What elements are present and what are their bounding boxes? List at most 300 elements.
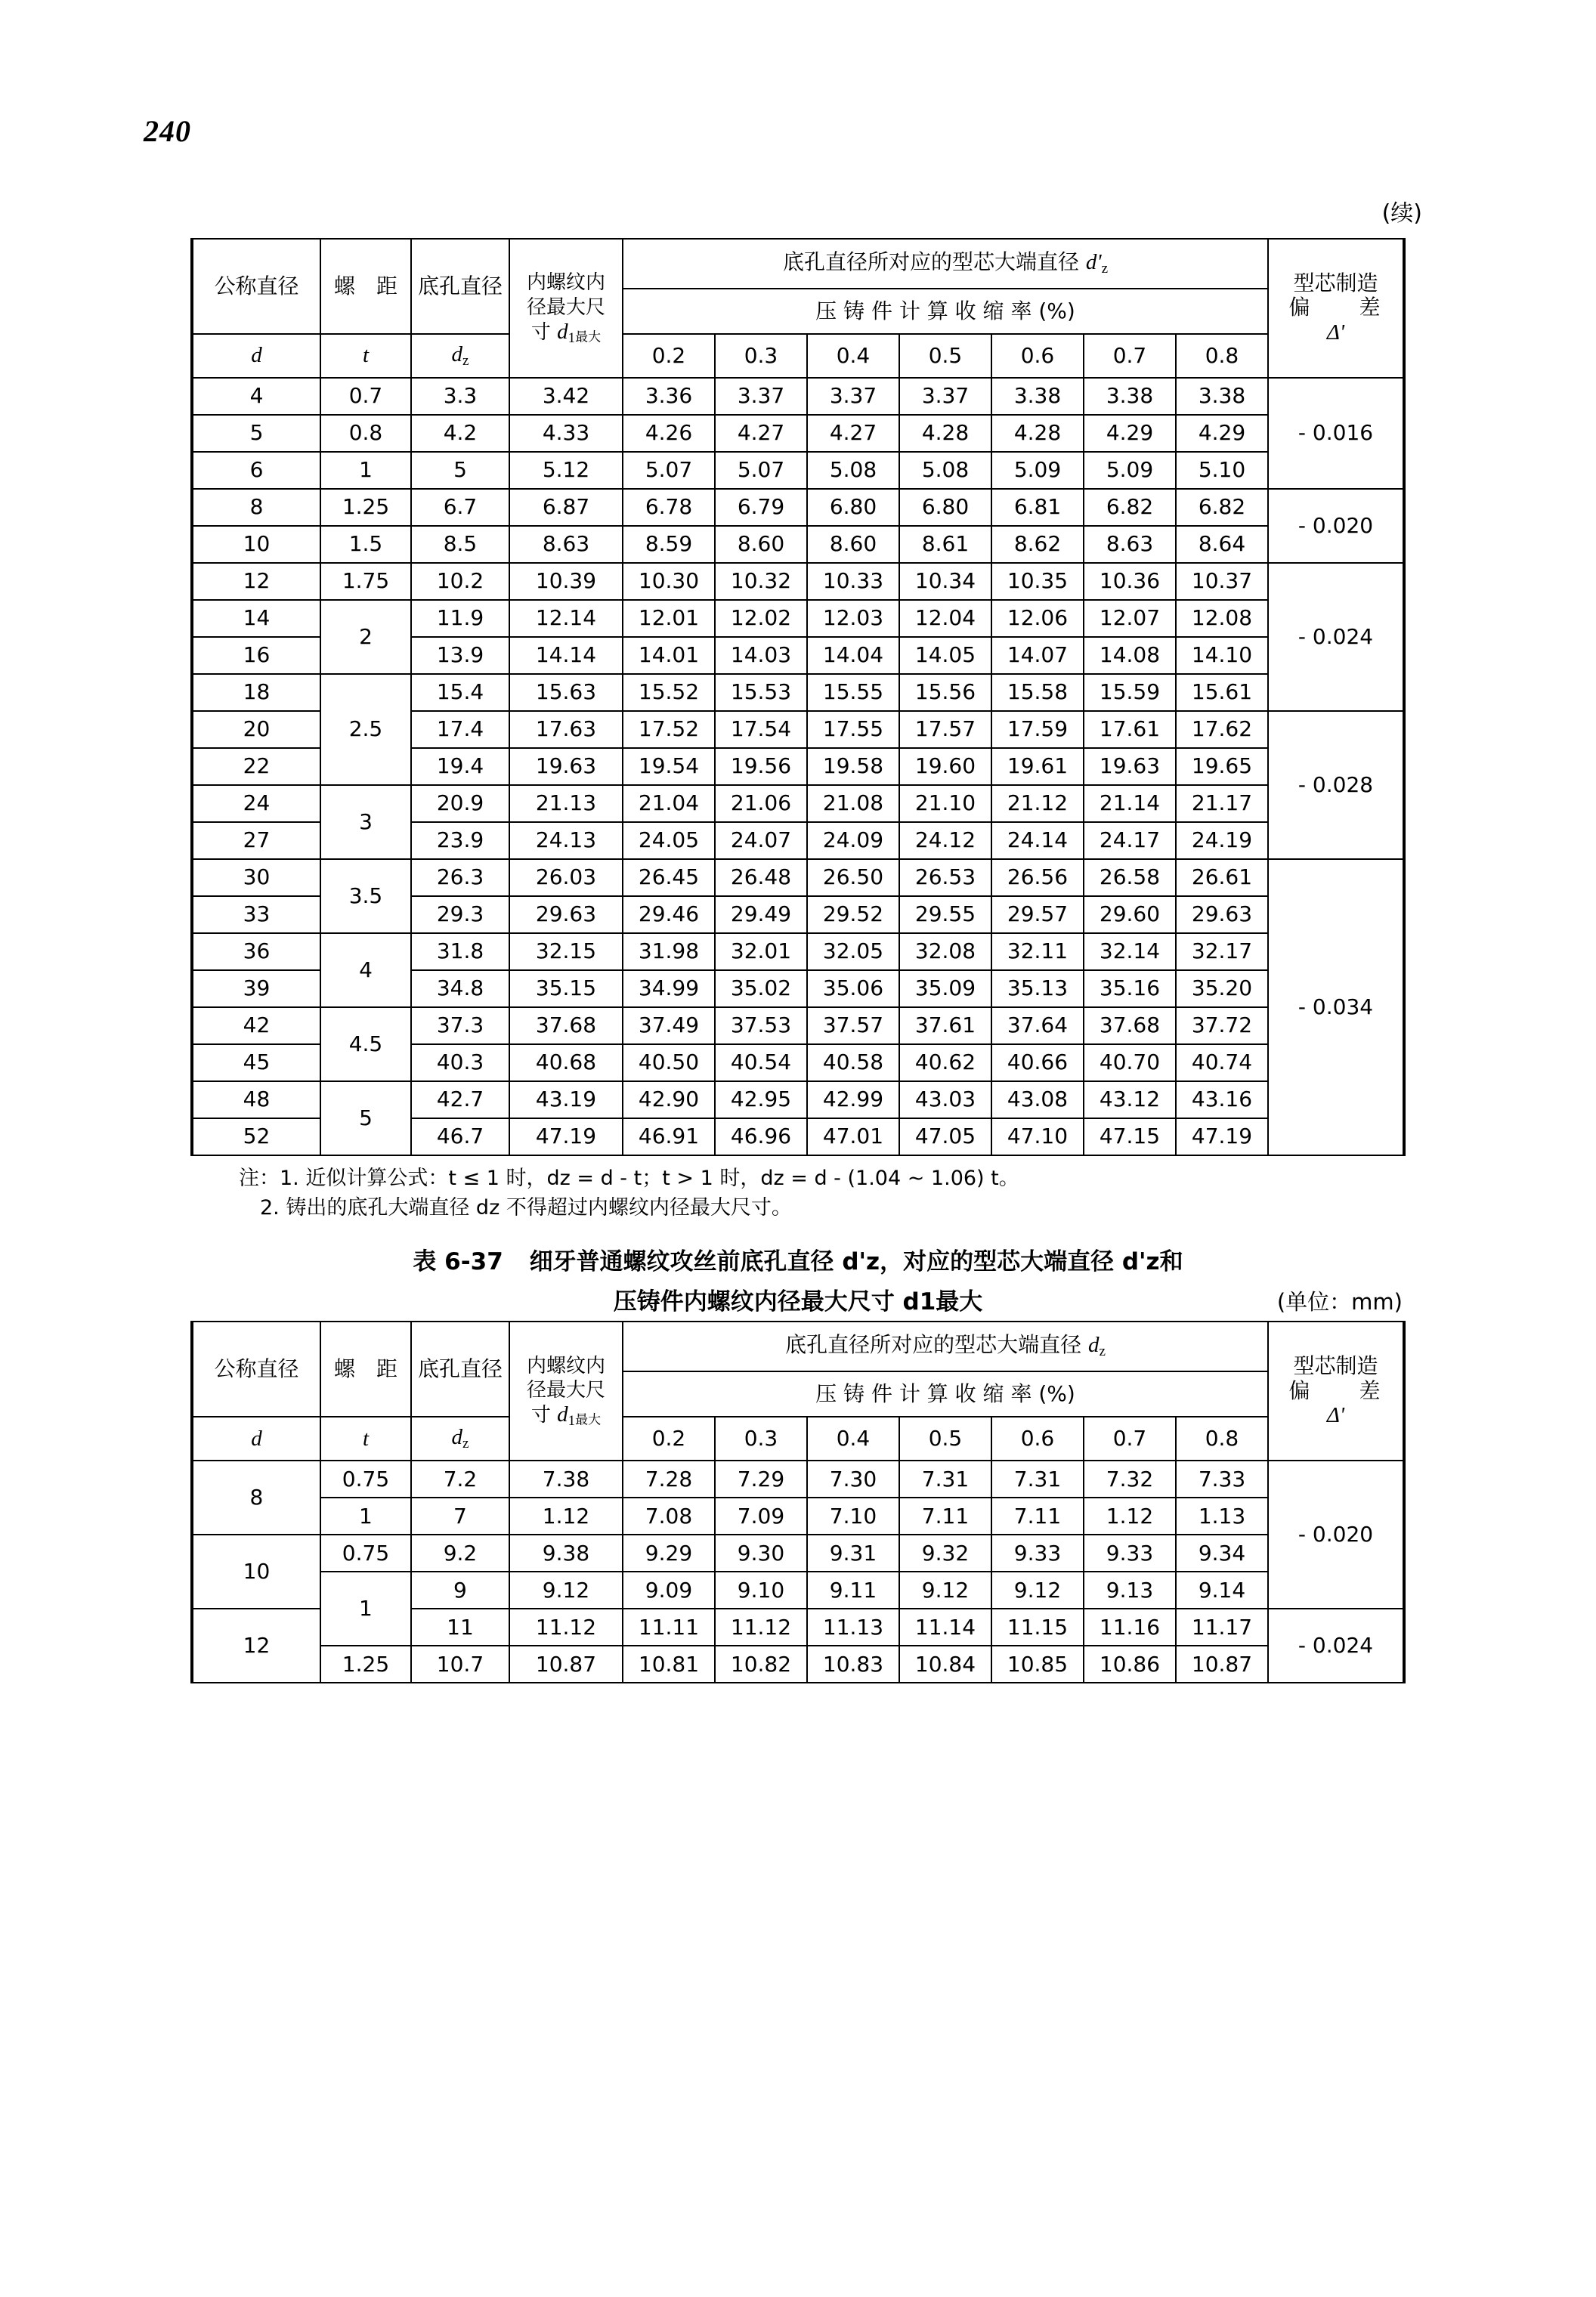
cell-max-inner-diameter: 7.38 <box>509 1461 623 1498</box>
cell-core-diameter-0.8: 1.13 <box>1176 1498 1268 1535</box>
cell-bottom-hole-diameter: 34.8 <box>411 970 509 1007</box>
cell-max-inner-diameter: 11.12 <box>509 1609 623 1646</box>
page-number: 240 <box>144 114 191 148</box>
cell-core-diameter-0.5: 26.53 <box>899 859 991 896</box>
cell-core-diameter-0.7: 32.14 <box>1084 933 1176 970</box>
cell-core-diameter-0.3: 42.95 <box>715 1081 807 1118</box>
cell-core-diameter-0.7: 37.68 <box>1084 1007 1176 1044</box>
table-notes <box>193 1164 1403 1223</box>
cell-core-diameter-0.3: 5.07 <box>715 452 807 489</box>
cell-max-inner-diameter: 10.39 <box>509 563 623 600</box>
cell-bottom-hole-diameter: 9 <box>411 1572 509 1609</box>
cell-core-diameter-0.4: 37.57 <box>807 1007 899 1044</box>
cell-core-diameter-0.4: 9.11 <box>807 1572 899 1609</box>
cell-pitch: 1.5 <box>320 526 411 563</box>
cell-core-diameter-0.8: 21.17 <box>1176 785 1268 822</box>
cell-core-diameter-0.6: 12.06 <box>991 600 1084 637</box>
cell-core-diameter-0.4: 42.99 <box>807 1081 899 1118</box>
header2-max-inner-diameter: 内螺纹内 径最大尺 寸 $d_1$最大 <box>509 1322 623 1461</box>
cell-core-diameter-0.4: 19.58 <box>807 748 899 785</box>
cell-core-diameter-0.6: 43.08 <box>991 1081 1084 1118</box>
cell-core-diameter-0.8: 3.38 <box>1176 378 1268 415</box>
cell-core-diameter-0.5: 9.32 <box>899 1535 991 1572</box>
cell-core-diameter-0.4: 6.80 <box>807 489 899 526</box>
table2-header-row-3 <box>192 1417 1404 1461</box>
cell-max-inner-diameter: 32.15 <box>509 933 623 970</box>
cell-core-diameter-0.2: 34.99 <box>623 970 715 1007</box>
cell-bottom-hole-diameter: 31.8 <box>411 933 509 970</box>
cell-core-diameter-0.2: 42.90 <box>623 1081 715 1118</box>
cell-core-diameter-0.5: 15.56 <box>899 674 991 711</box>
cell-nominal-diameter: 30 <box>192 859 320 896</box>
table-row <box>192 785 1404 822</box>
cell-core-diameter-0.4: 4.27 <box>807 415 899 452</box>
cell-core-diameter-0.8: 9.14 <box>1176 1572 1268 1609</box>
cell-core-diameter-0.2: 31.98 <box>623 933 715 970</box>
cell-core-diameter-0.8: 11.17 <box>1176 1609 1268 1646</box>
cell-nominal-diameter: 4 <box>192 378 320 415</box>
cell-core-diameter-0.5: 40.62 <box>899 1044 991 1081</box>
cell-core-diameter-0.2: 24.05 <box>623 822 715 859</box>
table-row <box>192 489 1404 526</box>
cell-core-diameter-0.8: 35.20 <box>1176 970 1268 1007</box>
cell-core-diameter-0.8: 10.37 <box>1176 563 1268 600</box>
cell-core-diameter-0.3: 7.29 <box>715 1461 807 1498</box>
cell-core-diameter-0.2: 3.36 <box>623 378 715 415</box>
cell-core-diameter-0.2: 15.52 <box>623 674 715 711</box>
cell-core-diameter-0.5: 35.09 <box>899 970 991 1007</box>
cell-bottom-hole-diameter: 37.3 <box>411 1007 509 1044</box>
cell-core-diameter-0.7: 4.29 <box>1084 415 1176 452</box>
cell-core-diameter-0.8: 24.19 <box>1176 822 1268 859</box>
cell-core-diameter-0.4: 29.52 <box>807 896 899 933</box>
table-row <box>192 933 1404 970</box>
cell-core-diameter-0.2: 4.26 <box>623 415 715 452</box>
header-bottom-hole: 底孔直径 <box>411 239 509 334</box>
cell-pitch: 5 <box>320 1081 411 1155</box>
cell-core-diameter-0.3: 32.01 <box>715 933 807 970</box>
cell-pitch: 1 <box>320 452 411 489</box>
cell-core-diameter-0.3: 10.32 <box>715 563 807 600</box>
cell-core-diameter-0.4: 12.03 <box>807 600 899 637</box>
cell-core-diameter-0.8: 26.61 <box>1176 859 1268 896</box>
cell-core-diameter-0.2: 7.28 <box>623 1461 715 1498</box>
cell-core-tolerance: - 0.016 <box>1268 378 1404 489</box>
cell-core-diameter-0.6: 47.10 <box>991 1118 1084 1155</box>
cell-core-diameter-0.6: 32.11 <box>991 933 1084 970</box>
cell-bottom-hole-diameter: 10.2 <box>411 563 509 600</box>
cell-core-diameter-0.8: 9.34 <box>1176 1535 1268 1572</box>
cell-core-diameter-0.2: 37.49 <box>623 1007 715 1044</box>
cell-bottom-hole-diameter: 15.4 <box>411 674 509 711</box>
header-core-big-end-group: 底孔直径所对应的型芯大端直径 $d'_z$ <box>623 239 1268 289</box>
shrink2-col-2: 0.4 <box>807 1417 899 1461</box>
cell-core-diameter-0.6: 9.12 <box>991 1572 1084 1609</box>
table-row <box>192 1081 1404 1118</box>
cell-max-inner-diameter: 35.15 <box>509 970 623 1007</box>
table-row <box>192 452 1404 489</box>
header2-shrinkage-group: 压 铸 件 计 算 收 缩 率 (%) <box>623 1371 1268 1417</box>
cell-bottom-hole-diameter: 3.3 <box>411 378 509 415</box>
cell-pitch: 3.5 <box>320 859 411 933</box>
cell-core-tolerance: - 0.024 <box>1268 1609 1404 1683</box>
header-bottom-hole-symbol: $d_z$ <box>411 334 509 378</box>
shrink2-col-5: 0.7 <box>1084 1417 1176 1461</box>
cell-nominal-diameter: 24 <box>192 785 320 822</box>
cell-bottom-hole-diameter: 11.9 <box>411 600 509 637</box>
header2-core-tolerance: 型芯制造 偏 差 Δ' <box>1268 1322 1404 1461</box>
cell-core-diameter-0.5: 7.11 <box>899 1498 991 1535</box>
cell-bottom-hole-diameter: 26.3 <box>411 859 509 896</box>
cell-core-diameter-0.8: 6.82 <box>1176 489 1268 526</box>
cell-core-diameter-0.4: 32.05 <box>807 933 899 970</box>
cell-core-diameter-0.7: 10.36 <box>1084 563 1176 600</box>
table-row <box>192 1007 1404 1044</box>
cell-core-diameter-0.2: 17.52 <box>623 711 715 748</box>
cell-nominal-diameter: 52 <box>192 1118 320 1155</box>
cell-core-diameter-0.4: 9.31 <box>807 1535 899 1572</box>
table2-title <box>193 1242 1403 1316</box>
cell-core-diameter-0.7: 9.13 <box>1084 1572 1176 1609</box>
cell-core-diameter-0.5: 3.37 <box>899 378 991 415</box>
cell-nominal-diameter: 18 <box>192 674 320 711</box>
cell-core-diameter-0.7: 1.12 <box>1084 1498 1176 1535</box>
cell-bottom-hole-diameter: 40.3 <box>411 1044 509 1081</box>
cell-max-inner-diameter: 12.14 <box>509 600 623 637</box>
cell-core-diameter-0.8: 47.19 <box>1176 1118 1268 1155</box>
cell-pitch: 3 <box>320 785 411 859</box>
cell-core-diameter-0.7: 15.59 <box>1084 674 1176 711</box>
cell-core-diameter-0.6: 10.85 <box>991 1646 1084 1683</box>
cell-core-diameter-0.8: 12.08 <box>1176 600 1268 637</box>
cell-core-diameter-0.4: 21.08 <box>807 785 899 822</box>
header2-pitch: 螺 距 <box>320 1322 411 1417</box>
table-coarse-thread <box>190 238 1406 1156</box>
cell-core-diameter-0.5: 29.55 <box>899 896 991 933</box>
table-row <box>192 378 1404 415</box>
cell-core-diameter-0.5: 5.08 <box>899 452 991 489</box>
cell-max-inner-diameter: 43.19 <box>509 1081 623 1118</box>
cell-core-diameter-0.7: 47.15 <box>1084 1118 1176 1155</box>
cell-core-diameter-0.2: 9.29 <box>623 1535 715 1572</box>
table-row <box>192 563 1404 600</box>
cell-pitch: 0.8 <box>320 415 411 452</box>
cell-max-inner-diameter: 4.33 <box>509 415 623 452</box>
cell-core-diameter-0.7: 35.16 <box>1084 970 1176 1007</box>
cell-nominal-diameter: 36 <box>192 933 320 970</box>
cell-core-diameter-0.7: 40.70 <box>1084 1044 1176 1081</box>
cell-bottom-hole-diameter: 10.7 <box>411 1646 509 1683</box>
cell-bottom-hole-diameter: 4.2 <box>411 415 509 452</box>
cell-max-inner-diameter: 5.12 <box>509 452 623 489</box>
cell-core-diameter-0.2: 9.09 <box>623 1572 715 1609</box>
cell-core-diameter-0.5: 21.10 <box>899 785 991 822</box>
cell-core-diameter-0.8: 19.65 <box>1176 748 1268 785</box>
cell-core-tolerance: - 0.028 <box>1268 711 1404 859</box>
cell-core-diameter-0.8: 15.61 <box>1176 674 1268 711</box>
cell-core-diameter-0.2: 29.46 <box>623 896 715 933</box>
cell-core-diameter-0.7: 8.63 <box>1084 526 1176 563</box>
cell-core-diameter-0.6: 15.58 <box>991 674 1084 711</box>
cell-core-diameter-0.4: 8.60 <box>807 526 899 563</box>
cell-nominal-diameter: 6 <box>192 452 320 489</box>
cell-nominal-diameter: 12 <box>192 563 320 600</box>
cell-max-inner-diameter: 15.63 <box>509 674 623 711</box>
note-line-1: 注：1. 近似计算公式：t ≤ 1 时，dz = d - t；t > 1 时，dz = d - (1.04 ~ 1.06) t。 <box>239 1167 1019 1190</box>
continued-label: (续) <box>1381 200 1422 227</box>
cell-max-inner-diameter: 21.13 <box>509 785 623 822</box>
cell-max-inner-diameter: 9.38 <box>509 1535 623 1572</box>
cell-max-inner-diameter: 1.12 <box>509 1498 623 1535</box>
cell-core-diameter-0.6: 17.59 <box>991 711 1084 748</box>
table-row <box>192 415 1404 452</box>
cell-core-diameter-0.2: 46.91 <box>623 1118 715 1155</box>
cell-core-tolerance: - 0.020 <box>1268 489 1404 563</box>
cell-core-diameter-0.7: 43.12 <box>1084 1081 1176 1118</box>
cell-core-diameter-0.7: 11.16 <box>1084 1609 1176 1646</box>
cell-core-diameter-0.3: 19.56 <box>715 748 807 785</box>
cell-core-diameter-0.2: 7.08 <box>623 1498 715 1535</box>
cell-core-diameter-0.3: 9.30 <box>715 1535 807 1572</box>
cell-core-tolerance: - 0.034 <box>1268 859 1404 1155</box>
cell-max-inner-diameter: 6.87 <box>509 489 623 526</box>
cell-core-diameter-0.2: 10.81 <box>623 1646 715 1683</box>
cell-pitch: 0.75 <box>320 1535 411 1572</box>
cell-core-diameter-0.8: 43.16 <box>1176 1081 1268 1118</box>
table-row <box>192 674 1404 711</box>
cell-core-diameter-0.4: 10.33 <box>807 563 899 600</box>
cell-nominal-diameter: 10 <box>192 1535 320 1609</box>
table-row <box>192 600 1404 637</box>
cell-core-diameter-0.5: 4.28 <box>899 415 991 452</box>
cell-core-diameter-0.2: 8.59 <box>623 526 715 563</box>
cell-core-diameter-0.8: 40.74 <box>1176 1044 1268 1081</box>
cell-bottom-hole-diameter: 17.4 <box>411 711 509 748</box>
cell-bottom-hole-diameter: 11 <box>411 1609 509 1646</box>
table-row <box>192 526 1404 563</box>
cell-nominal-diameter: 8 <box>192 489 320 526</box>
cell-nominal-diameter: 12 <box>192 1609 320 1683</box>
shrink2-col-0: 0.2 <box>623 1417 715 1461</box>
header-nominal-diameter: 公称直径 <box>192 239 320 334</box>
cell-bottom-hole-diameter: 9.2 <box>411 1535 509 1572</box>
cell-core-diameter-0.8: 8.64 <box>1176 526 1268 563</box>
cell-core-diameter-0.6: 7.11 <box>991 1498 1084 1535</box>
cell-core-diameter-0.5: 37.61 <box>899 1007 991 1044</box>
cell-nominal-diameter: 22 <box>192 748 320 785</box>
header-pitch: 螺 距 <box>320 239 411 334</box>
cell-max-inner-diameter: 47.19 <box>509 1118 623 1155</box>
cell-max-inner-diameter: 3.42 <box>509 378 623 415</box>
table-row <box>192 1461 1404 1498</box>
header2-bottom-hole-symbol: $d_z$ <box>411 1417 509 1461</box>
cell-max-inner-diameter: 40.68 <box>509 1044 623 1081</box>
cell-bottom-hole-diameter: 6.7 <box>411 489 509 526</box>
cell-nominal-diameter: 39 <box>192 970 320 1007</box>
cell-core-diameter-0.4: 5.08 <box>807 452 899 489</box>
cell-core-diameter-0.7: 9.33 <box>1084 1535 1176 1572</box>
shrink-col-5: 0.7 <box>1084 334 1176 378</box>
cell-core-diameter-0.5: 9.12 <box>899 1572 991 1609</box>
cell-core-diameter-0.4: 7.10 <box>807 1498 899 1535</box>
cell-pitch: 1.25 <box>320 489 411 526</box>
cell-pitch: 2 <box>320 600 411 674</box>
cell-core-diameter-0.8: 37.72 <box>1176 1007 1268 1044</box>
table2-unit: (单位：mm) <box>1276 1289 1403 1315</box>
cell-core-diameter-0.6: 10.35 <box>991 563 1084 600</box>
cell-core-diameter-0.4: 26.50 <box>807 859 899 896</box>
cell-core-diameter-0.4: 10.83 <box>807 1646 899 1683</box>
cell-pitch: 2.5 <box>320 674 411 785</box>
cell-core-diameter-0.2: 12.01 <box>623 600 715 637</box>
cell-core-diameter-0.6: 4.28 <box>991 415 1084 452</box>
cell-core-diameter-0.6: 29.57 <box>991 896 1084 933</box>
table-row <box>192 1498 1404 1535</box>
cell-core-diameter-0.7: 17.61 <box>1084 711 1176 748</box>
cell-nominal-diameter: 33 <box>192 896 320 933</box>
cell-core-diameter-0.5: 7.31 <box>899 1461 991 1498</box>
cell-core-diameter-0.2: 21.04 <box>623 785 715 822</box>
cell-core-diameter-0.5: 14.05 <box>899 637 991 674</box>
cell-nominal-diameter: 14 <box>192 600 320 637</box>
cell-core-diameter-0.7: 29.60 <box>1084 896 1176 933</box>
cell-core-diameter-0.6: 9.33 <box>991 1535 1084 1572</box>
cell-pitch: 1.75 <box>320 563 411 600</box>
table-header-row-3 <box>192 334 1404 378</box>
table-fine-thread <box>190 1321 1406 1683</box>
cell-core-diameter-0.6: 24.14 <box>991 822 1084 859</box>
cell-core-diameter-0.8: 5.10 <box>1176 452 1268 489</box>
cell-core-diameter-0.5: 10.34 <box>899 563 991 600</box>
cell-core-diameter-0.5: 47.05 <box>899 1118 991 1155</box>
cell-core-diameter-0.5: 43.03 <box>899 1081 991 1118</box>
cell-core-diameter-0.8: 17.62 <box>1176 711 1268 748</box>
shrink-col-2: 0.4 <box>807 334 899 378</box>
cell-core-diameter-0.6: 7.31 <box>991 1461 1084 1498</box>
cell-core-diameter-0.6: 35.13 <box>991 970 1084 1007</box>
cell-nominal-diameter: 48 <box>192 1081 320 1118</box>
cell-nominal-diameter: 45 <box>192 1044 320 1081</box>
cell-core-diameter-0.6: 11.15 <box>991 1609 1084 1646</box>
cell-core-diameter-0.2: 26.45 <box>623 859 715 896</box>
cell-core-diameter-0.2: 11.11 <box>623 1609 715 1646</box>
cell-core-diameter-0.4: 3.37 <box>807 378 899 415</box>
table-header-row-1 <box>192 239 1404 289</box>
cell-core-diameter-0.7: 19.63 <box>1084 748 1176 785</box>
cell-bottom-hole-diameter: 19.4 <box>411 748 509 785</box>
cell-core-diameter-0.6: 3.38 <box>991 378 1084 415</box>
cell-max-inner-diameter: 8.63 <box>509 526 623 563</box>
cell-core-diameter-0.6: 37.64 <box>991 1007 1084 1044</box>
cell-core-diameter-0.4: 40.58 <box>807 1044 899 1081</box>
cell-core-diameter-0.3: 12.02 <box>715 600 807 637</box>
cell-bottom-hole-diameter: 46.7 <box>411 1118 509 1155</box>
cell-core-diameter-0.3: 15.53 <box>715 674 807 711</box>
cell-pitch: 4.5 <box>320 1007 411 1081</box>
shrink2-col-4: 0.6 <box>991 1417 1084 1461</box>
cell-core-diameter-0.7: 14.08 <box>1084 637 1176 674</box>
cell-core-diameter-0.5: 12.04 <box>899 600 991 637</box>
cell-max-inner-diameter: 29.63 <box>509 896 623 933</box>
cell-nominal-diameter: 16 <box>192 637 320 674</box>
cell-core-diameter-0.7: 24.17 <box>1084 822 1176 859</box>
cell-max-inner-diameter: 17.63 <box>509 711 623 748</box>
cell-max-inner-diameter: 24.13 <box>509 822 623 859</box>
cell-core-diameter-0.3: 6.79 <box>715 489 807 526</box>
cell-max-inner-diameter: 37.68 <box>509 1007 623 1044</box>
shrink-col-4: 0.6 <box>991 334 1084 378</box>
table-row <box>192 1646 1404 1683</box>
header2-core-big-end-group: 底孔直径所对应的型芯大端直径 $d_z$ <box>623 1322 1268 1371</box>
cell-nominal-diameter: 20 <box>192 711 320 748</box>
cell-core-diameter-0.6: 21.12 <box>991 785 1084 822</box>
header-nominal-diameter-symbol: d <box>192 334 320 378</box>
shrink2-col-6: 0.8 <box>1176 1417 1268 1461</box>
cell-core-diameter-0.2: 10.30 <box>623 563 715 600</box>
cell-core-diameter-0.3: 26.48 <box>715 859 807 896</box>
cell-core-diameter-0.4: 14.04 <box>807 637 899 674</box>
cell-bottom-hole-diameter: 7 <box>411 1498 509 1535</box>
cell-core-diameter-0.6: 19.61 <box>991 748 1084 785</box>
note-line-2: 2. 铸出的底孔大端直径 dz 不得超过内螺纹内径最大尺寸。 <box>260 1196 792 1220</box>
cell-core-diameter-0.6: 40.66 <box>991 1044 1084 1081</box>
cell-core-diameter-0.7: 21.14 <box>1084 785 1176 822</box>
cell-max-inner-diameter: 26.03 <box>509 859 623 896</box>
cell-core-diameter-0.3: 46.96 <box>715 1118 807 1155</box>
table2-title-line2: 压铸件内螺纹内径最大尺寸 d1最大 <box>613 1288 983 1316</box>
cell-core-diameter-0.4: 24.09 <box>807 822 899 859</box>
cell-nominal-diameter: 8 <box>192 1461 320 1535</box>
cell-pitch: 1.25 <box>320 1646 411 1683</box>
cell-core-diameter-0.7: 26.58 <box>1084 859 1176 896</box>
header-max-inner-diameter: 内螺纹内 径最大尺 寸 $d_1$最大 <box>509 239 623 378</box>
shrink-col-6: 0.8 <box>1176 334 1268 378</box>
cell-core-diameter-0.4: 47.01 <box>807 1118 899 1155</box>
cell-core-diameter-0.7: 5.09 <box>1084 452 1176 489</box>
cell-core-diameter-0.3: 14.03 <box>715 637 807 674</box>
cell-core-diameter-0.5: 19.60 <box>899 748 991 785</box>
cell-core-diameter-0.3: 11.12 <box>715 1609 807 1646</box>
cell-core-diameter-0.3: 37.53 <box>715 1007 807 1044</box>
table2-number: 表 6-37 <box>413 1248 503 1276</box>
cell-core-diameter-0.5: 11.14 <box>899 1609 991 1646</box>
table-row <box>192 1535 1404 1572</box>
cell-core-diameter-0.8: 4.29 <box>1176 415 1268 452</box>
cell-core-diameter-0.6: 14.07 <box>991 637 1084 674</box>
cell-core-diameter-0.6: 5.09 <box>991 452 1084 489</box>
cell-pitch: 0.75 <box>320 1461 411 1498</box>
cell-core-diameter-0.3: 24.07 <box>715 822 807 859</box>
cell-core-diameter-0.5: 6.80 <box>899 489 991 526</box>
cell-max-inner-diameter: 9.12 <box>509 1572 623 1609</box>
cell-bottom-hole-diameter: 20.9 <box>411 785 509 822</box>
cell-core-diameter-0.7: 7.32 <box>1084 1461 1176 1498</box>
cell-core-diameter-0.2: 6.78 <box>623 489 715 526</box>
cell-core-diameter-0.7: 3.38 <box>1084 378 1176 415</box>
cell-core-tolerance: - 0.024 <box>1268 563 1404 711</box>
cell-nominal-diameter: 5 <box>192 415 320 452</box>
cell-core-diameter-0.8: 32.17 <box>1176 933 1268 970</box>
shrink-col-0: 0.2 <box>623 334 715 378</box>
shrink2-col-3: 0.5 <box>899 1417 991 1461</box>
cell-pitch: 1 <box>320 1498 411 1535</box>
cell-core-diameter-0.6: 6.81 <box>991 489 1084 526</box>
cell-bottom-hole-diameter: 29.3 <box>411 896 509 933</box>
cell-bottom-hole-diameter: 13.9 <box>411 637 509 674</box>
cell-bottom-hole-diameter: 42.7 <box>411 1081 509 1118</box>
cell-core-diameter-0.7: 12.07 <box>1084 600 1176 637</box>
cell-pitch: 4 <box>320 933 411 1007</box>
